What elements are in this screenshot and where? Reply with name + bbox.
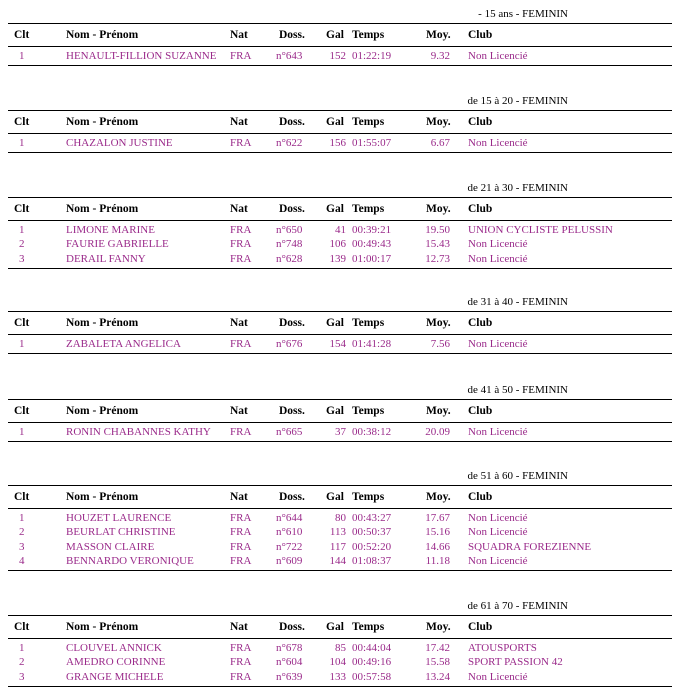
- category-title: de 31 à 40 - FEMININ: [467, 296, 568, 308]
- cell-nom: GRANGE MICHELE: [66, 670, 164, 683]
- cell-club: SQUADRA FOREZIENNE: [468, 540, 592, 553]
- cell-doss: n°722: [276, 540, 303, 553]
- cell-nat: FRA: [230, 526, 252, 539]
- cell-temps: 01:22:19: [352, 50, 392, 62]
- cell-nat: FRA: [230, 426, 252, 438]
- cell-gal: 104: [329, 656, 346, 669]
- cell-clt: 1: [19, 137, 25, 149]
- cell-doss: n°748: [276, 238, 303, 251]
- cell-temps: 00:39:21: [352, 224, 392, 236]
- column-header-moy: Moy.: [426, 203, 451, 215]
- cell-moy: 13.24: [425, 670, 450, 683]
- cell-gal: 85: [335, 642, 346, 654]
- cell-doss: n°604: [276, 656, 303, 669]
- divider: [8, 65, 672, 66]
- cell-clt: 1: [19, 50, 25, 62]
- cell-nom: HENAULT-FILLION SUZANNE: [66, 50, 217, 62]
- column-header-nom: Nom - Prénom: [66, 29, 139, 41]
- column-header-temps: Temps: [352, 621, 385, 633]
- cell-gal: 154: [329, 338, 346, 350]
- result-row: [8, 137, 672, 151]
- cell-nom: BEURLAT CHRISTINE: [66, 526, 176, 539]
- cell-nom: AMEDRO CORINNE: [66, 656, 166, 669]
- cell-club: Non Licencié: [468, 526, 528, 539]
- column-header-nat: Nat: [230, 203, 248, 215]
- column-header-temps: Temps: [352, 405, 385, 417]
- column-header-doss: Doss.: [279, 621, 305, 633]
- column-header-temps: Temps: [352, 203, 385, 215]
- column-header-nat: Nat: [230, 405, 248, 417]
- column-header-moy: Moy.: [426, 317, 451, 329]
- cell-moy: 15.16: [425, 526, 450, 539]
- column-header-nom: Nom - Prénom: [66, 203, 139, 215]
- cell-doss: n°628: [276, 252, 303, 265]
- cell-doss: n°644: [276, 512, 303, 524]
- result-row: [8, 50, 672, 64]
- cell-club: Non Licencié: [468, 252, 528, 265]
- column-header-nom: Nom - Prénom: [66, 621, 139, 633]
- divider: [8, 334, 672, 335]
- cell-nat: FRA: [230, 540, 252, 553]
- cell-temps: 00:38:12: [352, 426, 392, 438]
- cell-gal: 37: [335, 426, 346, 438]
- column-header-doss: Doss.: [279, 491, 305, 503]
- cell-moy: 17.42: [425, 642, 450, 654]
- column-header-nat: Nat: [230, 116, 248, 128]
- divider: [8, 220, 672, 221]
- divider: [8, 197, 672, 198]
- column-header-clt: Clt: [14, 621, 30, 633]
- cell-doss: n°609: [276, 554, 303, 567]
- result-row: [8, 426, 672, 440]
- cell-nat: FRA: [230, 252, 252, 265]
- divider: [8, 508, 672, 509]
- cell-moy: 9.32: [430, 50, 450, 62]
- cell-clt: 1: [19, 642, 25, 654]
- cell-club: Non Licencié: [468, 426, 528, 438]
- column-header-club: Club: [468, 491, 493, 503]
- column-header-club: Club: [468, 405, 493, 417]
- cell-club: Non Licencié: [468, 137, 528, 149]
- column-header-nat: Nat: [230, 621, 248, 633]
- divider: [8, 615, 672, 616]
- cell-nom: CLOUVEL ANNICK: [66, 642, 162, 654]
- cell-nat: FRA: [230, 554, 252, 567]
- column-header-moy: Moy.: [426, 491, 451, 503]
- column-header-doss: Doss.: [279, 405, 305, 417]
- result-row: [8, 512, 672, 526]
- column-header-nom: Nom - Prénom: [66, 405, 139, 417]
- column-header-temps: Temps: [352, 29, 385, 41]
- cell-gal: 80: [335, 512, 346, 524]
- column-header-clt: Clt: [14, 317, 30, 329]
- column-header-moy: Moy.: [426, 621, 451, 633]
- cell-doss: n°622: [276, 137, 303, 149]
- cell-club: Non Licencié: [468, 50, 528, 62]
- cell-temps: 01:55:07: [352, 137, 392, 149]
- column-header-nom: Nom - Prénom: [66, 491, 139, 503]
- result-row: [8, 224, 672, 238]
- column-header-clt: Clt: [14, 116, 30, 128]
- cell-moy: 15.43: [425, 238, 450, 251]
- divider: [8, 399, 672, 400]
- cell-nat: FRA: [230, 512, 252, 524]
- cell-nat: FRA: [230, 338, 252, 350]
- cell-temps: 01:41:28: [352, 338, 392, 350]
- cell-club: Non Licencié: [468, 512, 528, 524]
- column-header-nat: Nat: [230, 491, 248, 503]
- cell-nat: FRA: [230, 642, 252, 654]
- divider: [8, 422, 672, 423]
- column-header-clt: Clt: [14, 29, 30, 41]
- column-header-doss: Doss.: [279, 317, 305, 329]
- cell-nat: FRA: [230, 670, 252, 683]
- cell-nom: DERAIL FANNY: [66, 252, 146, 265]
- category-title: de 51 à 60 - FEMININ: [467, 470, 568, 482]
- cell-club: Non Licencié: [468, 554, 528, 567]
- category-title: de 61 à 70 - FEMININ: [467, 600, 568, 612]
- cell-gal: 41: [335, 224, 346, 236]
- column-header-moy: Moy.: [426, 405, 451, 417]
- column-header-temps: Temps: [352, 491, 385, 503]
- cell-temps: 01:00:17: [352, 252, 392, 265]
- cell-doss: n°610: [276, 526, 303, 539]
- cell-moy: 14.66: [425, 540, 450, 553]
- divider: [8, 485, 672, 486]
- divider: [8, 110, 672, 111]
- column-header-temps: Temps: [352, 116, 385, 128]
- divider: [8, 268, 672, 269]
- cell-temps: 00:57:58: [352, 670, 392, 683]
- column-header-moy: Moy.: [426, 116, 451, 128]
- cell-temps: 00:52:20: [352, 540, 392, 553]
- column-header-club: Club: [468, 116, 493, 128]
- divider: [8, 353, 672, 354]
- cell-nom: CHAZALON JUSTINE: [66, 137, 173, 149]
- column-header-gal: Gal: [326, 317, 344, 329]
- column-header-gal: Gal: [326, 116, 344, 128]
- cell-moy: 7.56: [430, 338, 450, 350]
- cell-moy: 11.18: [425, 554, 450, 567]
- column-header-gal: Gal: [326, 621, 344, 633]
- column-header-clt: Clt: [14, 405, 30, 417]
- cell-doss: n°643: [276, 50, 303, 62]
- cell-gal: 152: [329, 50, 346, 62]
- cell-temps: 01:08:37: [352, 554, 392, 567]
- column-header-nat: Nat: [230, 317, 248, 329]
- column-header-gal: Gal: [326, 203, 344, 215]
- divider: [8, 638, 672, 639]
- cell-clt: 1: [19, 338, 25, 350]
- column-header-club: Club: [468, 317, 493, 329]
- cell-nom: FAURIE GABRIELLE: [66, 238, 169, 251]
- column-header-nom: Nom - Prénom: [66, 116, 139, 128]
- divider: [8, 133, 672, 134]
- result-row: [8, 656, 672, 670]
- column-header-nat: Nat: [230, 29, 248, 41]
- cell-doss: n°678: [276, 642, 303, 654]
- cell-moy: 12.73: [425, 252, 450, 265]
- cell-doss: n°650: [276, 224, 303, 236]
- cell-moy: 15.58: [425, 656, 450, 669]
- cell-moy: 20.09: [425, 426, 450, 438]
- cell-club: UNION CYCLISTE PELUSSIN: [468, 224, 613, 236]
- cell-moy: 6.67: [430, 137, 450, 149]
- cell-clt: 3: [19, 252, 25, 265]
- column-header-clt: Clt: [14, 491, 30, 503]
- column-header-gal: Gal: [326, 405, 344, 417]
- cell-club: SPORT PASSION 42: [468, 656, 563, 669]
- cell-club: Non Licencié: [468, 338, 528, 350]
- cell-clt: 3: [19, 670, 25, 683]
- cell-moy: 17.67: [425, 512, 450, 524]
- category-title: de 15 à 20 - FEMININ: [467, 95, 568, 107]
- column-header-gal: Gal: [326, 491, 344, 503]
- category-title: - 15 ans - FEMININ: [478, 8, 568, 20]
- column-header-nom: Nom - Prénom: [66, 317, 139, 329]
- cell-doss: n°665: [276, 426, 303, 438]
- cell-nat: FRA: [230, 238, 252, 251]
- cell-gal: 113: [329, 526, 346, 539]
- column-header-gal: Gal: [326, 29, 344, 41]
- category-title: de 21 à 30 - FEMININ: [467, 182, 568, 194]
- cell-nom: ZABALETA ANGELICA: [66, 338, 181, 350]
- cell-gal: 106: [329, 238, 346, 251]
- result-row: [8, 541, 672, 555]
- column-header-moy: Moy.: [426, 29, 451, 41]
- divider: [8, 686, 672, 687]
- cell-nat: FRA: [230, 137, 252, 149]
- column-header-club: Club: [468, 29, 493, 41]
- cell-temps: 00:50:37: [352, 526, 392, 539]
- category-title: de 41 à 50 - FEMININ: [467, 384, 568, 396]
- column-header-clt: Clt: [14, 203, 30, 215]
- result-row: [8, 338, 672, 352]
- cell-club: Non Licencié: [468, 238, 528, 251]
- divider: [8, 23, 672, 24]
- column-header-club: Club: [468, 203, 493, 215]
- divider: [8, 570, 672, 571]
- column-header-doss: Doss.: [279, 203, 305, 215]
- cell-nom: BENNARDO VERONIQUE: [66, 554, 194, 567]
- cell-clt: 1: [19, 512, 25, 524]
- result-row: [8, 253, 672, 267]
- column-header-doss: Doss.: [279, 29, 305, 41]
- cell-clt: 1: [19, 224, 25, 236]
- cell-nom: MASSON CLAIRE: [66, 540, 155, 553]
- cell-temps: 00:49:43: [352, 238, 392, 251]
- cell-nom: RONIN CHABANNES KATHY: [66, 426, 211, 438]
- cell-doss: n°676: [276, 338, 303, 350]
- result-row: [8, 238, 672, 252]
- cell-gal: 156: [329, 137, 346, 149]
- cell-temps: 00:43:27: [352, 512, 392, 524]
- cell-moy: 19.50: [425, 224, 450, 236]
- cell-clt: 2: [19, 656, 25, 669]
- divider: [8, 311, 672, 312]
- cell-nat: FRA: [230, 656, 252, 669]
- result-row: [8, 642, 672, 656]
- column-header-club: Club: [468, 621, 493, 633]
- cell-clt: 2: [19, 526, 25, 539]
- cell-temps: 00:44:04: [352, 642, 392, 654]
- cell-gal: 144: [329, 554, 346, 567]
- cell-gal: 117: [329, 540, 346, 553]
- cell-clt: 1: [19, 426, 25, 438]
- cell-nat: FRA: [230, 50, 252, 62]
- divider: [8, 152, 672, 153]
- cell-nat: FRA: [230, 224, 252, 236]
- column-header-doss: Doss.: [279, 116, 305, 128]
- cell-temps: 00:49:16: [352, 656, 392, 669]
- cell-doss: n°639: [276, 670, 303, 683]
- cell-club: ATOUSPORTS: [468, 642, 537, 654]
- cell-gal: 139: [329, 252, 346, 265]
- cell-clt: 4: [19, 554, 25, 567]
- divider: [8, 441, 672, 442]
- divider: [8, 46, 672, 47]
- cell-nom: HOUZET LAURENCE: [66, 512, 172, 524]
- cell-clt: 3: [19, 540, 25, 553]
- cell-gal: 133: [329, 670, 346, 683]
- result-row: [8, 671, 672, 685]
- cell-clt: 2: [19, 238, 25, 251]
- cell-club: Non Licencié: [468, 670, 528, 683]
- result-row: [8, 555, 672, 569]
- result-row: [8, 526, 672, 540]
- column-header-temps: Temps: [352, 317, 385, 329]
- cell-nom: LIMONE MARINE: [66, 224, 155, 236]
